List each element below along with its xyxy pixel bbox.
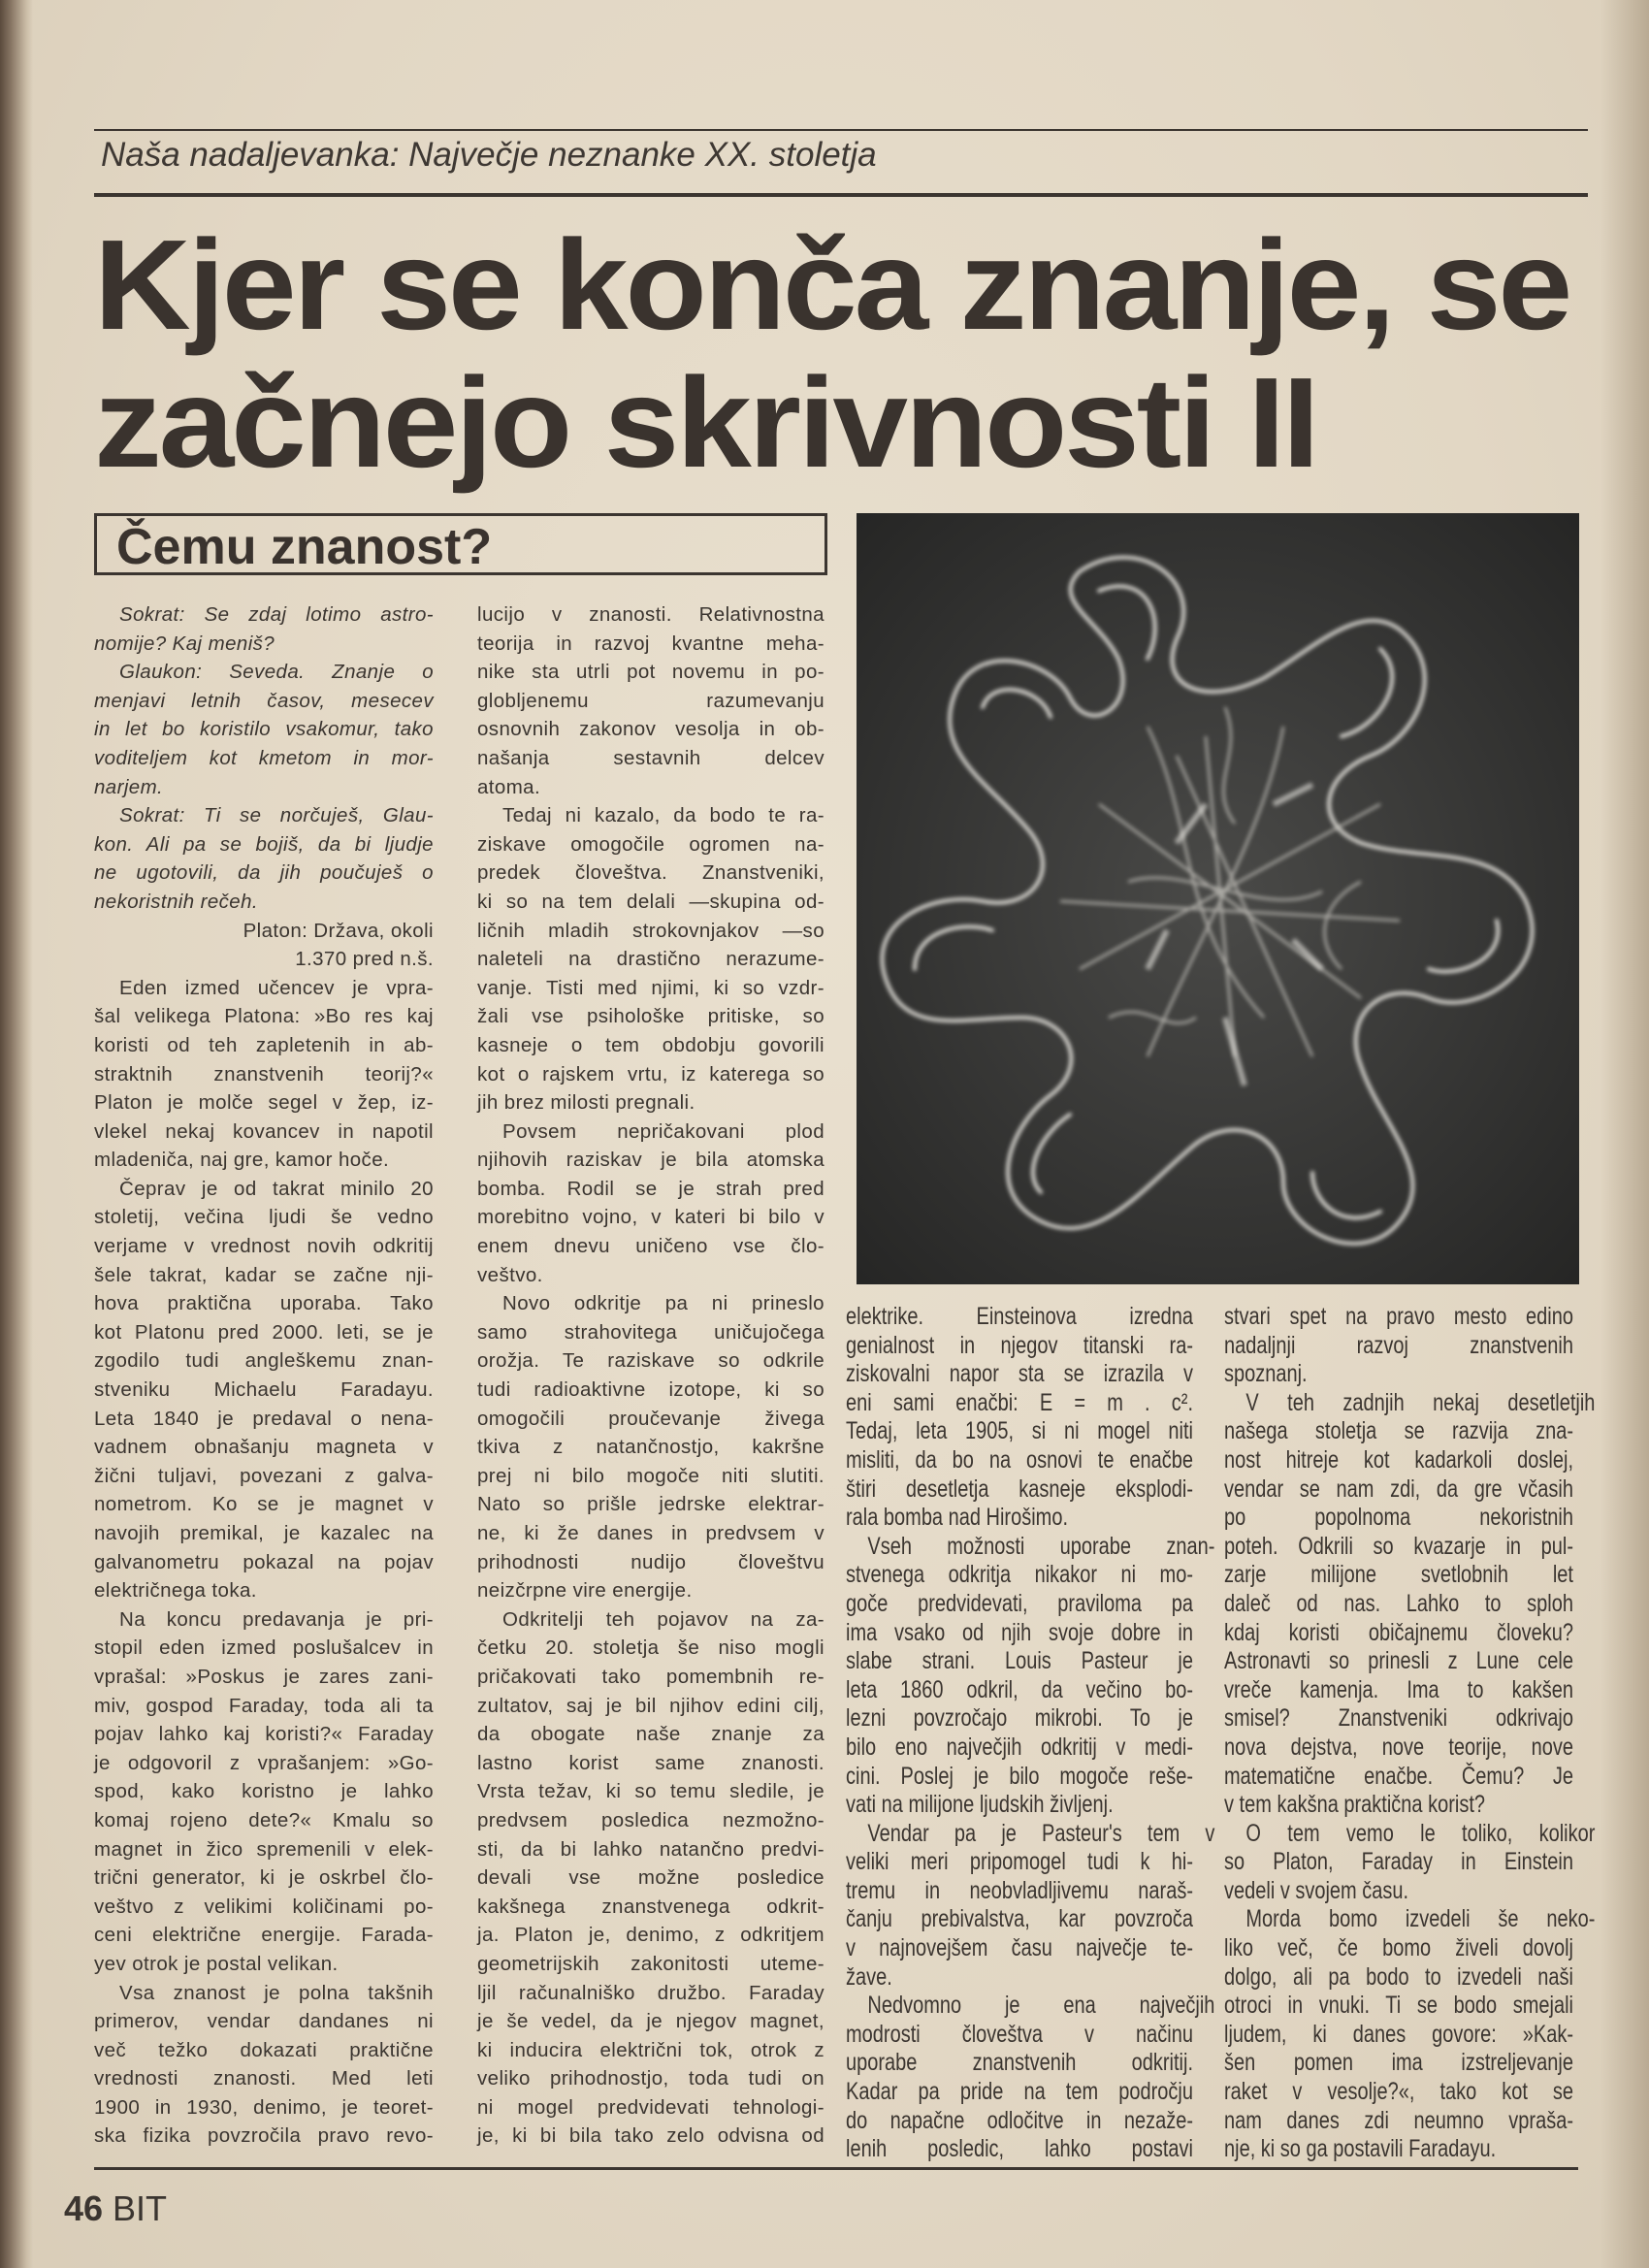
text-line bbox=[846, 1992, 1215, 2021]
text-line-content: štiri desetletja kasneje eksplodi- bbox=[846, 1474, 1193, 1503]
text-line-content: misliti, da bo na osnovi te enačbe bbox=[846, 1445, 1193, 1474]
text-line: tudi radioaktivne izotope, ki so bbox=[477, 1378, 824, 1402]
text-line: Platon: Država, okoli bbox=[242, 919, 434, 942]
text-line: orožja. Te raziskave so odkrile bbox=[477, 1349, 824, 1373]
text-line-content: raket v vesolje?«, tako kot se bbox=[1224, 2078, 1573, 2106]
text-line: kasneje o tem obdobju govorili bbox=[477, 1033, 824, 1056]
text-line: mladeniča, naj gre, kamor hoče. bbox=[94, 1149, 390, 1172]
text-line: samo strahovitega uničujočega bbox=[477, 1320, 824, 1344]
text-line: predek človeštva. Znanstveniki, bbox=[477, 861, 824, 885]
text-line: električnega toka. bbox=[94, 1579, 257, 1603]
text-line-content: poteh. Odkrili so kvazarje in pul- bbox=[1224, 1532, 1573, 1560]
text-line-content: Kadar pa pride na tem področju bbox=[846, 2078, 1193, 2106]
text-line: morebitno vojno, v kateri bi bilo v bbox=[477, 1206, 824, 1229]
section-heading: Čemu znanost? bbox=[116, 519, 493, 575]
text-line: nometrom. Ko se je magnet v bbox=[94, 1493, 434, 1516]
text-line: Čeprav je od takrat minilo 20 bbox=[119, 1177, 434, 1200]
text-line: miv, gospod Faraday, toda ali ta bbox=[94, 1694, 434, 1717]
text-line-content: genialnost in njegov titanski ra- bbox=[846, 1331, 1193, 1359]
text-line: sti, da bi lahko natančno predvi- bbox=[477, 1837, 824, 1861]
text-line: vadnem obnašanju magneta v bbox=[94, 1436, 434, 1459]
text-line-content: Astronavti so prinesli z Lune cele bbox=[1224, 1647, 1573, 1675]
text-line bbox=[1224, 1504, 1573, 1533]
text-line bbox=[1224, 1763, 1573, 1792]
text-line bbox=[1224, 1676, 1573, 1705]
text-line: šal velikega Platona: »Bo res kaj bbox=[94, 1005, 434, 1028]
text-line bbox=[1224, 1446, 1573, 1475]
text-column-1 bbox=[94, 600, 434, 2151]
text-line: osnovnih zakonov vesolja in ob- bbox=[477, 718, 824, 741]
text-line bbox=[846, 1475, 1193, 1505]
paragraph bbox=[94, 801, 434, 916]
text-line: Glaukon: Seveda. Znanje o bbox=[119, 661, 434, 684]
text-line bbox=[846, 2107, 1193, 2136]
text-line-content: goče predvidevati, praviloma pa bbox=[846, 1589, 1193, 1617]
text-line-content: zarje milijone svetlobnih let bbox=[1224, 1561, 1573, 1589]
kicker-rule bbox=[94, 193, 1588, 197]
text-line bbox=[846, 1619, 1193, 1648]
section-heading-box bbox=[94, 513, 827, 575]
text-line bbox=[846, 1848, 1193, 1877]
text-line bbox=[1224, 1590, 1573, 1619]
text-line: veštvo z velikimi količinami po- bbox=[94, 1895, 434, 1918]
text-line bbox=[1224, 1332, 1573, 1361]
text-line-content: rala bomba nad Hirošimo. bbox=[846, 1504, 1068, 1532]
text-line-content: vendar se nam zdi, da gre včasih bbox=[1224, 1474, 1573, 1503]
text-line-content: vati na milijone ljudskih življenj. bbox=[846, 1791, 1114, 1819]
paragraph bbox=[94, 600, 434, 658]
text-line-content: Vendar pa je Pasteur's tem v bbox=[867, 1819, 1215, 1847]
text-line bbox=[846, 2021, 1193, 2050]
text-line bbox=[846, 1303, 1193, 1332]
text-line: naleteli na drastično nerazume- bbox=[477, 948, 824, 971]
text-line: vanje. Tisti med njimi, ki so vzdr- bbox=[477, 976, 824, 999]
paragraph bbox=[94, 1605, 434, 1979]
text-column-4 bbox=[1224, 1303, 1596, 2164]
text-line bbox=[846, 1819, 1215, 1849]
text-line bbox=[1224, 2135, 1573, 2164]
paragraph bbox=[477, 1289, 824, 1605]
text-line-content: nje, ki so ga postavili Faradayu. bbox=[1224, 2135, 1497, 2163]
text-line: Odkritelji teh pojavov na za- bbox=[502, 1607, 824, 1631]
text-line bbox=[1224, 1877, 1573, 1906]
text-line-content: ziskovalni napor sta se izrazila v bbox=[846, 1360, 1193, 1388]
text-line: prej ni bilo mogoče niti slutiti. bbox=[477, 1464, 824, 1487]
text-line: voditeljem kot kmetom in mor- bbox=[94, 746, 434, 769]
text-line: Povsem nepričakovani plod bbox=[502, 1119, 824, 1143]
text-line: je še vedel, da je njegov magnet, bbox=[477, 2010, 824, 2033]
text-line bbox=[846, 1963, 1193, 1993]
text-line: kot Platonu pred 2000. leti, se je bbox=[94, 1320, 434, 1344]
text-line: hova praktična uporaba. Tako bbox=[94, 1292, 434, 1315]
text-line: pričakovati tako pomembnih re- bbox=[477, 1665, 824, 1688]
text-line: nike sta utrli pot novemu in po- bbox=[477, 661, 824, 684]
text-line-content: V teh zadnjih nekaj desetletjih bbox=[1245, 1388, 1596, 1416]
text-line bbox=[1224, 1992, 1573, 2021]
text-line: Vsa znanost je polna takšnih bbox=[119, 1981, 434, 2004]
text-line-content: do napačne odločitve in nezaže- bbox=[846, 2106, 1193, 2134]
paragraph bbox=[94, 658, 434, 801]
text-line: Leta 1840 je predaval o nena- bbox=[94, 1407, 434, 1430]
text-line-content: slabe strani. Louis Pasteur je bbox=[846, 1647, 1193, 1675]
text-line: yev otrok je postal velikan. bbox=[94, 1952, 339, 1975]
text-line bbox=[1224, 1475, 1573, 1505]
paragraph bbox=[94, 1175, 434, 1605]
text-line-content: liko več, če bomo živeli dovolj bbox=[1224, 1934, 1573, 1962]
text-line-content: stvenega odkritja nikakor ni mo- bbox=[846, 1561, 1193, 1589]
text-line bbox=[846, 2135, 1193, 2164]
text-line: vrednosti znanosti. Med leti bbox=[94, 2067, 434, 2090]
text-line-content: otroci in vnuki. Ti se bodo smejali bbox=[1224, 1992, 1573, 2020]
text-line-content: so Platon, Faraday in Einstein bbox=[1224, 1848, 1573, 1876]
text-line-content: elektrike. Einsteinova izredna bbox=[846, 1303, 1193, 1330]
text-line-content: lenih posledic, lahko postavi bbox=[846, 2135, 1193, 2163]
text-line: stopil eden izmed poslušalcev in bbox=[94, 1636, 434, 1660]
text-line-content: lezni povzročajo mikrobi. To je bbox=[846, 1704, 1193, 1733]
series-kicker: Naša nadaljevanka: Največje neznanke XX. stoletja bbox=[101, 136, 877, 174]
text-line: Tedaj ni kazalo, da bodo te ra- bbox=[502, 804, 824, 827]
text-line bbox=[1224, 1819, 1596, 1849]
text-line: ne ugotovili, da jih poučuješ o bbox=[94, 861, 434, 885]
text-line-content: O tem vemo le toliko, kolikor bbox=[1245, 1819, 1596, 1847]
text-line-content: šen pomen ima izstreljevanje bbox=[1224, 2049, 1573, 2077]
paragraph bbox=[846, 1992, 1215, 2164]
text-line: našanja sestavnih delcev bbox=[477, 746, 824, 769]
text-line: narjem. bbox=[94, 775, 164, 798]
text-line: Sokrat: Se zdaj lotimo astro- bbox=[119, 603, 434, 626]
text-line: Novo odkritje pa ni prineslo bbox=[502, 1292, 824, 1315]
text-line-content: po popolnoma nekoristnih bbox=[1224, 1504, 1573, 1532]
text-line bbox=[846, 1532, 1215, 1562]
text-line bbox=[846, 1877, 1193, 1906]
text-line: žični tuljavi, povezani z galva- bbox=[94, 1464, 434, 1487]
text-line: njihovih raziskav je bila atomska bbox=[477, 1149, 824, 1172]
paragraph bbox=[477, 600, 824, 801]
text-line: primerov, vendar dandanes ni bbox=[94, 2010, 434, 2033]
text-line-content: nadaljnji razvoj znanstvenih bbox=[1224, 1331, 1573, 1359]
text-line bbox=[846, 1676, 1193, 1705]
magazine-name: BIT bbox=[113, 2188, 168, 2228]
text-line: žali vse psihološke pritiske, so bbox=[477, 1005, 824, 1028]
text-line bbox=[846, 1704, 1193, 1733]
text-line-content: tremu in neobvladljivemu naraš- bbox=[846, 1876, 1193, 1904]
text-line: koristi od teh zapletenih in ab- bbox=[94, 1033, 434, 1056]
text-line: spod, kako koristno je lahko bbox=[94, 1780, 434, 1803]
text-line: ni mogel predvidevati tehnologi- bbox=[477, 2095, 824, 2119]
text-line: lucijo v znanosti. Relativnostna bbox=[477, 603, 824, 626]
text-line: prihodnosti nudijo človeštvu bbox=[477, 1550, 824, 1573]
text-line bbox=[1224, 1934, 1573, 1963]
text-line bbox=[846, 1934, 1193, 1963]
text-line-content: našega stoletja se razvija zna- bbox=[1224, 1417, 1573, 1445]
text-line bbox=[1224, 1848, 1573, 1877]
abstract-light-pattern-image bbox=[857, 513, 1579, 1284]
text-line bbox=[1224, 1704, 1573, 1733]
text-line-content: veliki meri pripomogel tudi k hi- bbox=[846, 1848, 1193, 1876]
text-line: ne, ki že danes in predvsem v bbox=[477, 1522, 824, 1544]
text-line-content: eni sami enačbi: E = m . c². bbox=[846, 1388, 1193, 1416]
paragraph bbox=[846, 1303, 1193, 1533]
text-line: tkiva z natančnostjo, kakršne bbox=[477, 1436, 824, 1459]
text-line bbox=[846, 2049, 1193, 2078]
paragraph bbox=[477, 1118, 824, 1290]
text-line-content: uporabe znanstvenih odkritij. bbox=[846, 2049, 1193, 2077]
text-line bbox=[846, 1905, 1193, 1934]
text-line bbox=[1224, 1533, 1573, 1562]
text-line: je, ki bi bila tako zelo odvisna od bbox=[477, 2124, 824, 2148]
text-line: trični generator, ki je oskrbel člo- bbox=[94, 1866, 434, 1890]
text-column-2 bbox=[477, 600, 824, 2151]
text-line bbox=[1224, 1905, 1596, 1934]
text-line bbox=[1224, 2049, 1573, 2078]
text-line: bomba. Rodil se je strah pred bbox=[477, 1177, 824, 1200]
text-line: kakšnega znanstvenega odkrit- bbox=[477, 1895, 824, 1918]
text-line-content: cini. Poslej je bilo mogoče reše- bbox=[846, 1762, 1193, 1790]
text-line: magnet in žico spremenili v elek- bbox=[94, 1837, 434, 1861]
text-line-content: modrosti človeštva v načinu bbox=[846, 2020, 1193, 2048]
text-line: navojih premikal, je kazalec na bbox=[94, 1522, 434, 1544]
text-line bbox=[1224, 1647, 1573, 1676]
top-rule bbox=[94, 129, 1588, 131]
text-line-content: Nedvomno je ena največjih bbox=[867, 1992, 1215, 2020]
paragraph bbox=[1224, 1388, 1596, 1820]
headline-line-2: začnejo skrivnosti II bbox=[94, 351, 1317, 494]
text-line: je odgovoril z vprašanjem: »Go- bbox=[94, 1751, 434, 1774]
text-line: jih brez milosti pregnali. bbox=[477, 1091, 695, 1115]
text-line-content: bilo eno največjih odkritij v medi- bbox=[846, 1733, 1193, 1761]
text-line: geometrijskih zakonitosti uteme- bbox=[477, 1952, 824, 1975]
text-line-content: nost hitreje kot kadarkoli doslej, bbox=[1224, 1445, 1573, 1474]
paragraph bbox=[477, 1605, 824, 2151]
text-line-content: smisel? Znanstveniki odkrivajo bbox=[1224, 1704, 1573, 1733]
text-line: Vrsta težav, ki so temu sledile, je bbox=[477, 1780, 824, 1803]
bottom-rule bbox=[94, 2167, 1578, 2170]
paragraph bbox=[1224, 1819, 1596, 1906]
text-line: ljil računalniško družbo. Faraday bbox=[477, 1981, 824, 2004]
text-line bbox=[1224, 1417, 1573, 1446]
text-line bbox=[846, 2078, 1193, 2107]
text-line-content: v najnovejšem času največje te- bbox=[846, 1934, 1193, 1962]
text-line-content: ima vsako od njih svoje dobre in bbox=[846, 1618, 1193, 1646]
text-line: vlekel nekaj kovancev in napotil bbox=[94, 1119, 434, 1143]
text-line: zultatov, saj je bil njihov edini cilj, bbox=[477, 1694, 824, 1717]
text-line bbox=[1224, 1388, 1596, 1418]
text-line: Platon je molče segel v žep, iz- bbox=[94, 1091, 434, 1115]
text-line: teorija in razvoj kvantne meha- bbox=[477, 632, 824, 655]
text-line bbox=[1224, 1303, 1573, 1332]
text-line-content: Tedaj, leta 1905, si ni mogel niti bbox=[846, 1417, 1193, 1445]
text-line: Nato so prišle jedrske elektrar- bbox=[477, 1493, 824, 1516]
text-line bbox=[1224, 1619, 1573, 1648]
text-line: Sokrat: Ti se norčuješ, Glau- bbox=[119, 804, 434, 827]
text-line bbox=[1224, 1360, 1573, 1389]
text-line bbox=[846, 1504, 1193, 1533]
text-line-content: v tem kakšna praktična korist? bbox=[1224, 1791, 1485, 1819]
paragraph bbox=[477, 801, 824, 1118]
text-line-content: dolgo, ali pa bodo to izvedeli naši bbox=[1224, 1962, 1573, 1991]
text-line-content: Vseh možnosti uporabe znan- bbox=[867, 1532, 1215, 1560]
paragraph bbox=[846, 1532, 1215, 1820]
text-line bbox=[846, 1561, 1193, 1590]
text-line bbox=[1224, 1733, 1573, 1763]
text-line: ceni električne energije. Farada- bbox=[94, 1924, 434, 1947]
text-line: ličnih mladih strokovnjakov —so bbox=[477, 919, 824, 942]
text-line: atoma. bbox=[477, 775, 541, 798]
text-line: omogočili proučevanje živega bbox=[477, 1407, 824, 1430]
paragraph bbox=[94, 917, 434, 974]
text-line: stoletij, večina ljudi še vedno bbox=[94, 1206, 434, 1229]
text-line: ki so na tem delali —skupina od- bbox=[477, 890, 824, 913]
text-column-3 bbox=[846, 1303, 1215, 2164]
text-line-content: leta 1860 odkril, da večino bo- bbox=[846, 1675, 1193, 1703]
text-line bbox=[1224, 2021, 1573, 2050]
text-line: stveniku Michaelu Faradayu. bbox=[94, 1378, 434, 1402]
text-line: pojav lahko kaj koristi?« Faraday bbox=[94, 1723, 434, 1746]
text-line bbox=[1224, 1561, 1573, 1590]
text-line-content: vedeli v svojem času. bbox=[1224, 1876, 1409, 1904]
text-line bbox=[1224, 2078, 1573, 2107]
text-line: nekoristnih rečeh. bbox=[94, 890, 259, 913]
text-line bbox=[846, 1791, 1193, 1820]
text-line-content: stvari spet na pravo mesto edino bbox=[1224, 1303, 1573, 1330]
text-line: in let bo koristilo vsakomur, tako bbox=[94, 718, 434, 741]
text-line: ska fizika povzročila pravo revo- bbox=[94, 2124, 434, 2148]
text-line: 1900 in 1930, denimo, je teoret- bbox=[94, 2095, 434, 2119]
text-line: Eden izmed učencev je vpra- bbox=[119, 976, 434, 999]
text-line: komaj rojeno dete?« Kmalu so bbox=[94, 1808, 434, 1831]
text-line-content: nam danes zdi neumno vpraša- bbox=[1224, 2106, 1573, 2134]
text-line bbox=[1224, 1963, 1573, 1993]
text-line: vprašal: »Poskus je zares zani- bbox=[94, 1665, 434, 1688]
text-line bbox=[846, 1332, 1193, 1361]
paragraph bbox=[1224, 1905, 1596, 2163]
text-line bbox=[1224, 1791, 1573, 1820]
text-line-content: ljudem, ki danes govore: »Kak- bbox=[1224, 2020, 1573, 2048]
text-line-content: vreče kamenja. Ima to kakšen bbox=[1224, 1675, 1573, 1703]
text-line: kot o rajskem vrtu, iz katerega so bbox=[477, 1062, 824, 1085]
text-line: zgodilo tudi angleškemu znan- bbox=[94, 1349, 434, 1373]
text-line: predvsem posledica nezmožno- bbox=[477, 1808, 824, 1831]
text-line bbox=[846, 1733, 1193, 1763]
scan-edge-shadow bbox=[0, 0, 33, 2268]
text-line bbox=[846, 1417, 1193, 1446]
text-line: globljenemu razumevanju bbox=[477, 689, 824, 712]
text-line: lastno korist same znanosti. bbox=[477, 1751, 824, 1774]
text-line bbox=[846, 1590, 1193, 1619]
text-line bbox=[1224, 2107, 1573, 2136]
text-line: Na koncu predavanja je pri- bbox=[119, 1607, 434, 1631]
text-line: več težko dokazati praktične bbox=[94, 2038, 434, 2061]
scan-edge-shadow-right bbox=[1600, 0, 1649, 2268]
text-line-content: žave. bbox=[846, 1962, 892, 1991]
text-line-content: nova dejstva, nove teorije, nove bbox=[1224, 1733, 1573, 1761]
paragraph bbox=[846, 1819, 1215, 1993]
text-line: kon. Ali pa se bojiš, da bi ljudje bbox=[94, 832, 434, 856]
text-line-content: spoznanj. bbox=[1224, 1360, 1308, 1388]
text-line: galvanometru pokazal na pojav bbox=[94, 1550, 434, 1573]
text-line: ja. Platon je, denimo, z odkritjem bbox=[477, 1924, 824, 1947]
text-line: veliko prihodnostjo, toda tudi on bbox=[477, 2067, 824, 2090]
text-line: enem dnevu uničeno vse člo- bbox=[477, 1235, 824, 1258]
paragraph bbox=[1224, 1303, 1573, 1389]
text-line-content: kdaj koristi običajnemu človeku? bbox=[1224, 1618, 1573, 1646]
text-line-content: matematične enačbe. Čemu? Je bbox=[1224, 1762, 1573, 1790]
headline-line-1: Kjer se konča znanje, se bbox=[94, 213, 1570, 356]
page-number: 46 bbox=[64, 2188, 104, 2228]
text-line: nomije? Kaj meniš? bbox=[94, 632, 275, 655]
text-line: da obogate naše znanje za bbox=[477, 1723, 824, 1746]
text-line: straktnih znanstvenih teorij?« bbox=[94, 1062, 434, 1085]
paragraph bbox=[94, 974, 434, 1175]
page-footer bbox=[64, 2188, 167, 2229]
text-line: verjame v vrednost novih odkritij bbox=[94, 1235, 434, 1258]
text-line bbox=[846, 1446, 1193, 1475]
text-line: veštvo. bbox=[477, 1263, 543, 1286]
text-line bbox=[846, 1389, 1193, 1418]
text-line bbox=[846, 1763, 1193, 1792]
text-line-content: čanju prebivalstva, kar povzroča bbox=[846, 1905, 1193, 1933]
text-line: četku 20. stoletja še niso mogli bbox=[477, 1636, 824, 1660]
text-line-content: Morda bomo izvedeli še neko- bbox=[1245, 1905, 1596, 1933]
text-line: 1.370 pred n.š. bbox=[295, 948, 434, 971]
text-line bbox=[846, 1360, 1193, 1389]
text-line: šele takrat, kadar se začne nji- bbox=[94, 1263, 434, 1286]
text-line: ki inducira električni tok, otrok z bbox=[477, 2038, 824, 2061]
paragraph bbox=[94, 1979, 434, 2152]
text-line: ziskave omogočile ogromen na- bbox=[477, 832, 824, 856]
text-line: devali vse možne posledice bbox=[477, 1866, 824, 1890]
text-line: menjavi letnih časov, mesecev bbox=[94, 689, 434, 712]
text-line bbox=[846, 1647, 1193, 1676]
text-line-content: daleč od nas. Lahko to sploh bbox=[1224, 1589, 1573, 1617]
text-line: neizčrpne vire energije. bbox=[477, 1579, 693, 1603]
